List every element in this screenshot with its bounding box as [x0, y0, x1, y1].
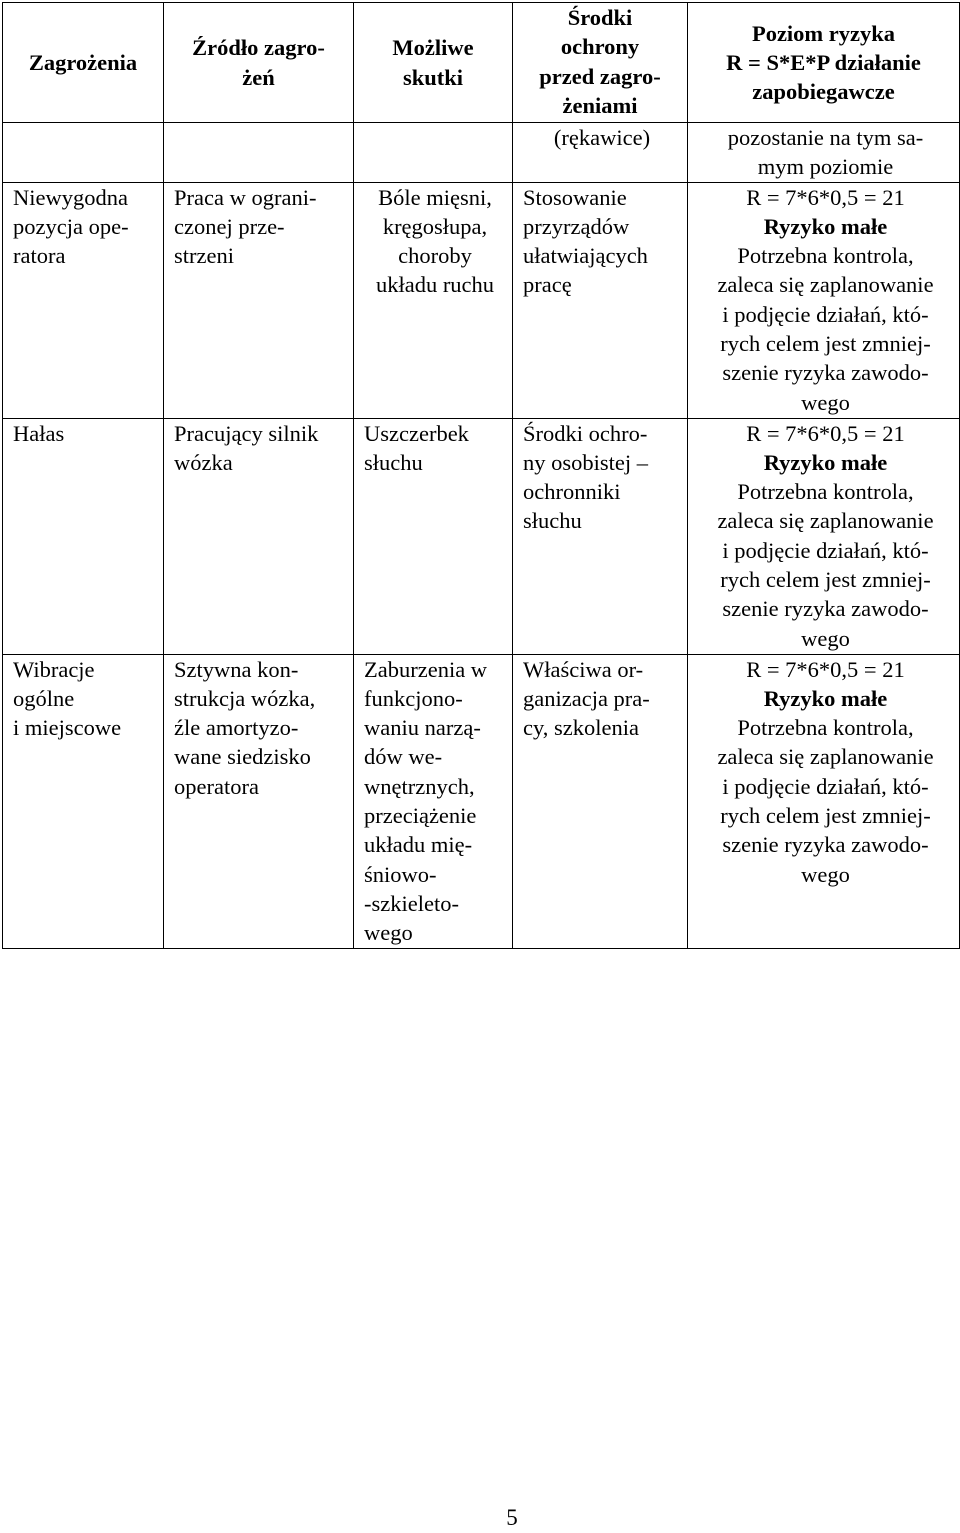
skutki-text: Uszczerbek słuchu [364, 420, 469, 475]
header-poziom-cell [688, 3, 960, 123]
header-srodki-cell [513, 3, 688, 123]
table-row [3, 654, 960, 948]
risk-formula: R = 7*6*0,5 = 21 [746, 184, 905, 210]
continuation-poziom: pozostanie na tym sa- mym poziomie [727, 125, 924, 180]
header-zagrozenia: Zagrożenia [28, 49, 138, 75]
zrodlo-text: Praca w ograni- czonej prze- strzeni [174, 184, 317, 269]
risk-level: Ryzyko małe [763, 213, 888, 239]
risk-assessment-table [2, 2, 960, 949]
risk-formula: R = 7*6*0,5 = 21 [746, 420, 905, 446]
page-number: 5 [506, 1505, 518, 1530]
continuation-srodki: (rękawice) [553, 125, 651, 150]
header-poziom: Poziom ryzyka R = S*E*P działanie zapobiegawcze [726, 20, 921, 105]
table-row [3, 418, 960, 654]
srodki-text: Środki ochro- ny osobistej – ochronniki słuchu [523, 420, 649, 534]
zrodlo-text: Pracujący silnik wózka [174, 420, 319, 475]
srodki-text: Właściwa or- ganizacja pra- cy, szkolenia [523, 656, 650, 741]
srodki-text: Stosowanie przyrządów ułatwiających pracę [523, 184, 648, 298]
header-zrodlo: Źródło zagro- żeń [192, 35, 325, 90]
header-skutki-cell [354, 3, 513, 123]
continuation-row [3, 123, 960, 183]
header-skutki: Możliwe skutki [392, 35, 474, 90]
risk-formula: R = 7*6*0,5 = 21 [746, 656, 905, 682]
table-header-row [3, 3, 960, 123]
zrodlo-text: Sztywna kon- strukcja wózka, źle amortyzo- wane siedzisko operatora [174, 656, 316, 799]
risk-level: Ryzyko małe [763, 449, 888, 475]
risk-level: Ryzyko małe [763, 685, 888, 711]
continuation-srodki-cell [513, 123, 688, 183]
skutki-text: Bóle mięsni, kręgosłupa, choroby układu ruchu [375, 184, 495, 298]
zagrozenie-text: Wibracje ogólne i miejscowe [13, 656, 122, 741]
header-zagrozenia-cell [3, 3, 164, 123]
zagrozenie-text: Hałas [13, 420, 65, 446]
continuation-poziom-cell [688, 123, 960, 183]
header-zrodlo-cell [164, 3, 354, 123]
risk-action: Potrzebna kontrola, zaleca się zaplanowanie i podjęcie działań, któ- rych celem jest zmniej- szenie ryzyka zawodo- wego [717, 715, 934, 887]
skutki-text: Zaburzenia w funkcjono- waniu narzą- dów we- wnętrznych, przeciążenie układu mię- śniowo- -szkieleto- wego [364, 656, 488, 946]
risk-action: Potrzebna kontrola, zaleca się zaplanowanie i podjęcie działań, któ- rych celem jest zmniej- szenie ryzyka zawodo- wego [717, 243, 934, 415]
zagrozenie-text: Niewygodna pozycja ope- ratora [13, 184, 129, 269]
risk-action: Potrzebna kontrola, zaleca się zaplanowanie i podjęcie działań, któ- rych celem jest zmniej- szenie ryzyka zawodo- wego [717, 479, 934, 651]
header-srodki: Środki ochrony przed zagro- żeniami [539, 5, 661, 118]
table-row [3, 182, 960, 418]
